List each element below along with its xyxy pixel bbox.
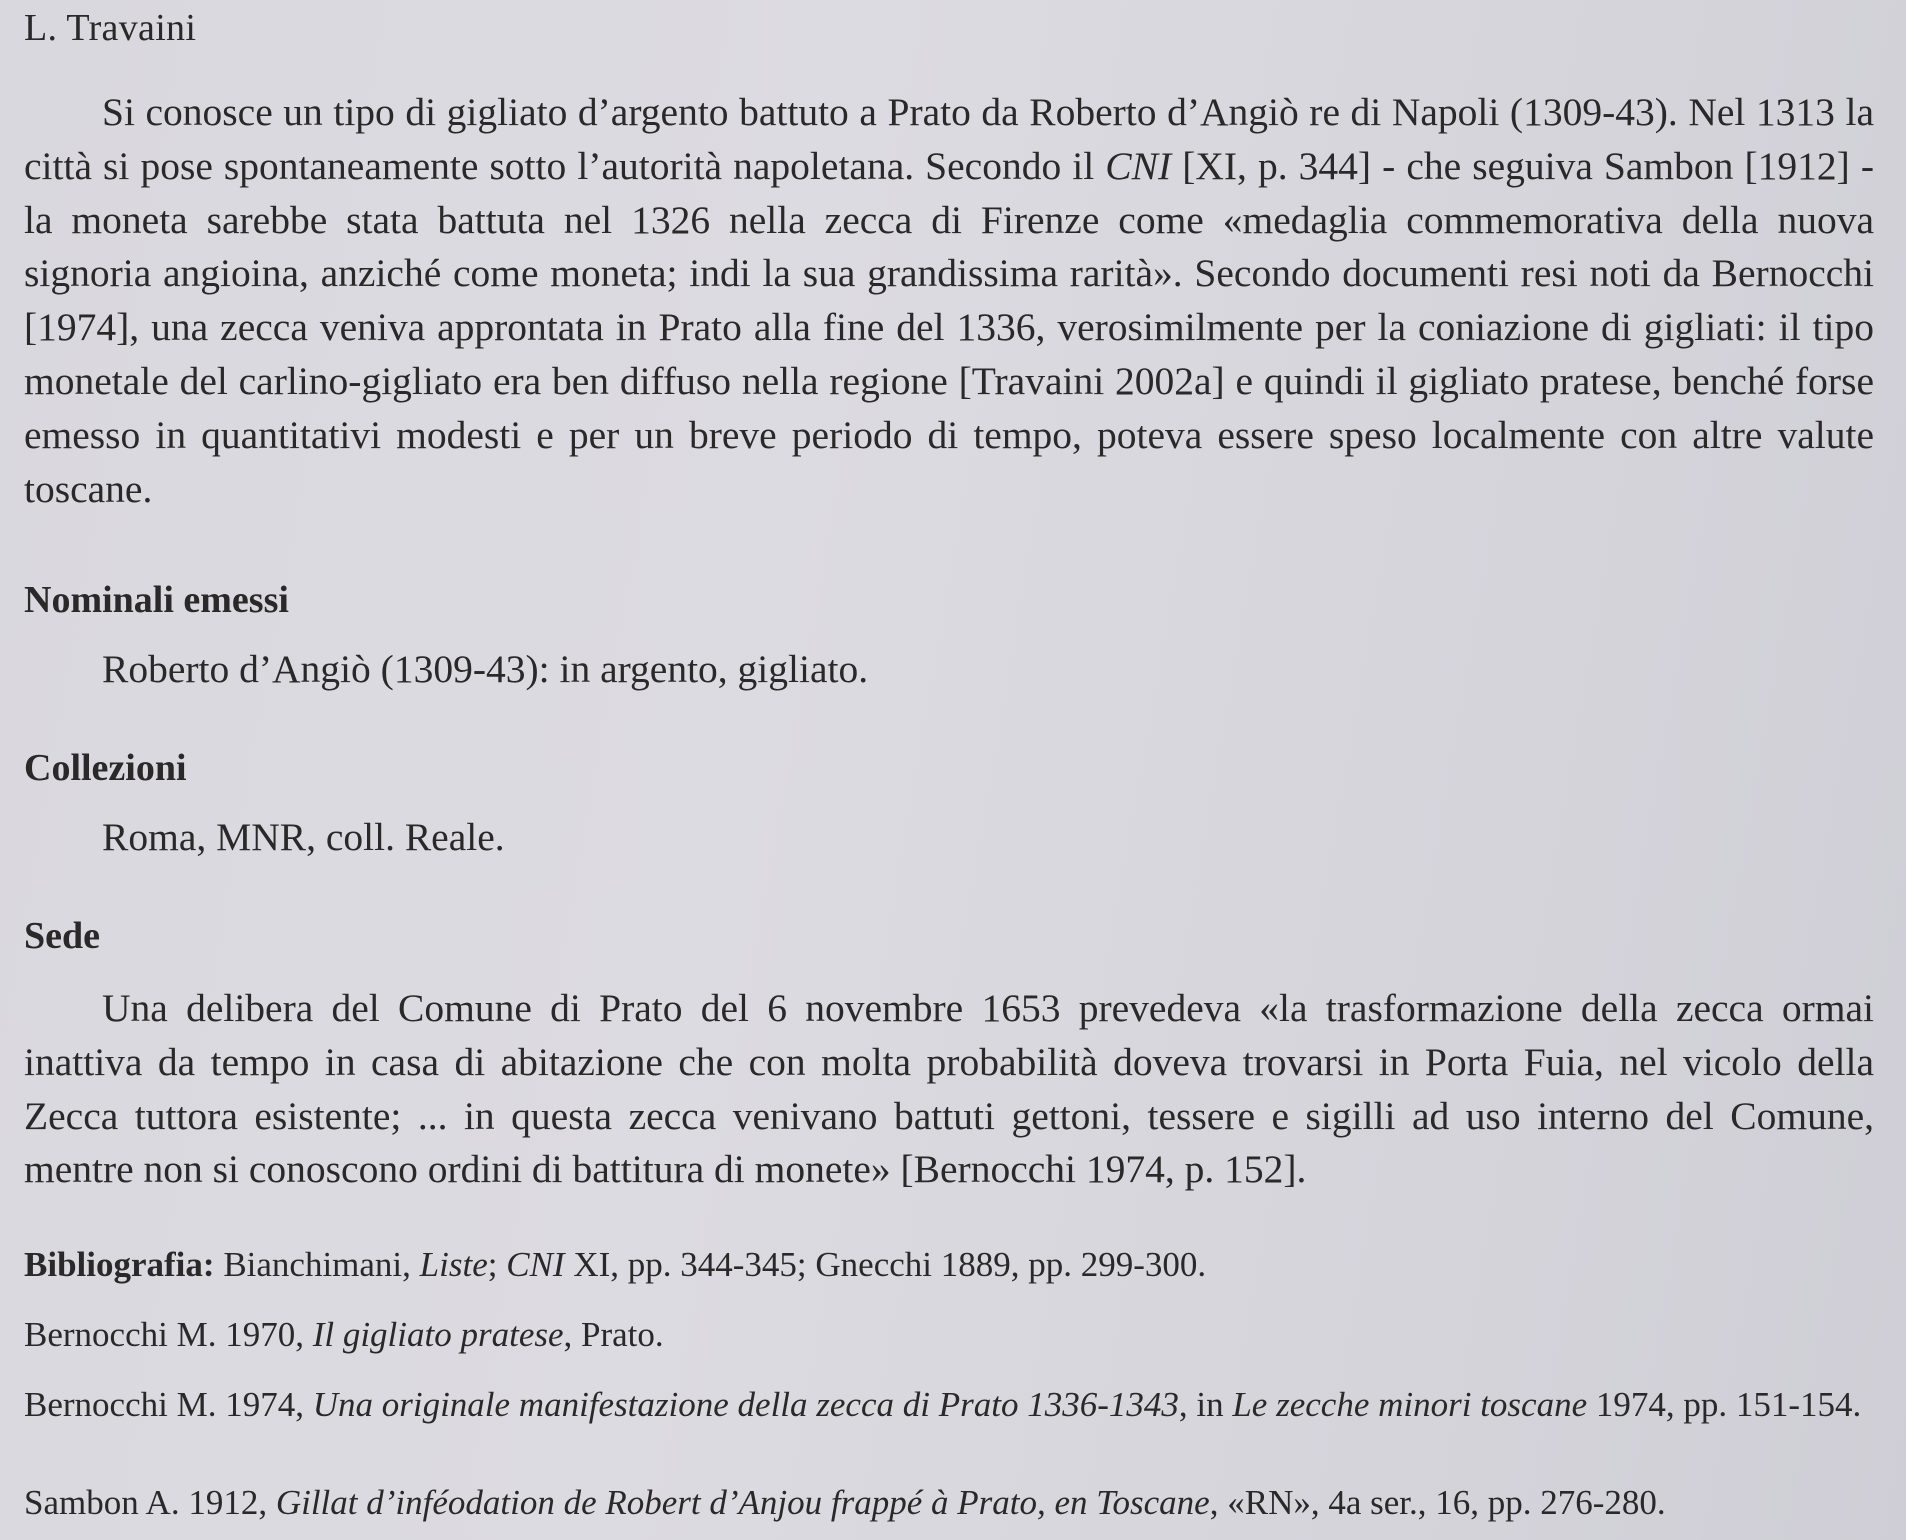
- reference-rest: 1974, pp. 151-154.: [1587, 1385, 1862, 1424]
- bibliografia-cni: CNI: [506, 1245, 565, 1284]
- reference-title: Il gigliato pratese: [312, 1315, 564, 1354]
- bibliografia-liste: Liste: [419, 1245, 488, 1284]
- heading-sede: Sede: [24, 915, 100, 957]
- reference-mid: , in: [1178, 1385, 1233, 1424]
- intro-text-1: Si conosce un tipo di gigliato d’argento battuto a Prato da Roberto d’Angiò re di Napoli (1309-43). Nel 1313 la città si pose spontaneamente sotto l’autorità napoletana. Secondo il: [24, 90, 1874, 188]
- reference-author: Sambon A. 1912,: [24, 1483, 276, 1522]
- bibliografia-text-3: XI, pp. 344-345; Gnecchi 1889, pp. 299-300.: [564, 1245, 1207, 1284]
- intro-cni: CNI: [1105, 143, 1172, 188]
- reference-author: Bernocchi M. 1974,: [24, 1385, 313, 1424]
- reference-title: Gillat d’inféodation de Robert d’Anjou frappé à Prato, en Toscane: [275, 1483, 1210, 1522]
- reference-item: [24, 1376, 1874, 1433]
- bibliografia-label: Bibliografia:: [24, 1245, 215, 1284]
- running-head: L. Travaini: [24, 7, 197, 49]
- intro-text-2: [XI, p. 344] - che seguiva Sambon [1912] - la moneta sarebbe stata battuta nel 1326 nella zecca di Firenze come «medaglia commemorativa della nuova signoria angioina, anziché come moneta; indi la sua grandissima rarità». Secondo documenti resi noti da Bernocchi [1974], una zecca veniva approntata in Prato alla fine del 1336, verosimilmente per la coniazione di gigliati: il tipo monetale del carlino-gigliato era ben diffuso nella regione [Travaini 2002a] e quindi il gigliato pratese, benché forse emesso in quantitativi modesti e per un breve periodo di tempo, poteva essere speso localmente con altre valute toscane.: [24, 143, 1874, 511]
- reference-rest: , «RN», 4a ser., 16, pp. 276-280.: [1209, 1483, 1666, 1522]
- heading-collezioni: Collezioni: [24, 747, 187, 789]
- reference-item: [24, 1474, 1874, 1531]
- heading-nominali: Nominali emessi: [24, 579, 289, 621]
- intro-paragraph: [24, 86, 1874, 516]
- reference-item: [24, 1306, 1874, 1363]
- reference-rest: , Prato.: [563, 1315, 664, 1354]
- sede-paragraph: Una delibera del Comune di Prato del 6 novembre 1653 prevedeva «la trasformazione della zecca ormai inattiva da tempo in casa di abitazione che con molta probabilità doveva trovarsi in Porta Fuia, nel vicolo della Zecca tuttora esistente; ... in questa zecca venivano battuti gettoni, tessere e sigilli ad uso interno del Comune, mentre non si conoscono ordini di battitura di monete» [Bernocchi 1974, p. 152].: [24, 986, 1874, 1192]
- reference-author: Bernocchi M. 1970,: [24, 1315, 313, 1354]
- reference-title: Una originale manifestazione della zecca di Prato 1336-1343: [312, 1385, 1179, 1424]
- reference-title-2: Le zecche minori toscane: [1232, 1385, 1588, 1424]
- entry-nominali: Roberto d’Angiò (1309-43): in argento, gigliato.: [102, 647, 869, 691]
- bibliografia-text-2: ;: [487, 1245, 507, 1284]
- bibliografia-text-1: Bianchimani,: [214, 1245, 420, 1284]
- bibliografia-line: [24, 1236, 1874, 1293]
- entry-collezioni: Roma, MNR, coll. Reale.: [102, 815, 505, 859]
